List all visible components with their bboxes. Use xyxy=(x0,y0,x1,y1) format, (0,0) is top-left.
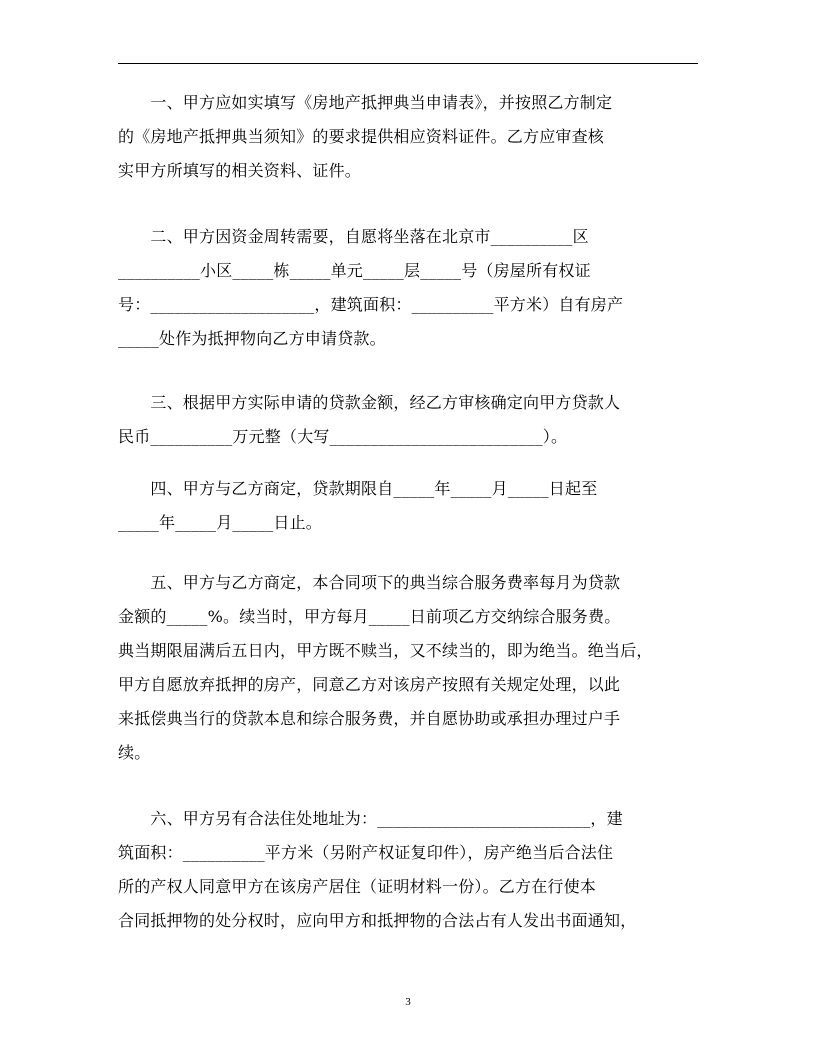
page-number: 3 xyxy=(405,996,411,1008)
paragraph-2 xyxy=(118,220,702,356)
text-line: 来抵偿典当行的贷款本息和综合服务费，并自愿协助或承担办理过户手 xyxy=(118,709,621,728)
text-line: _____处作为抵押物向乙方申请贷款。 xyxy=(118,329,386,348)
text-line: 三、根据甲方实际申请的贷款金额，经乙方审核确定向甲方贷款人 xyxy=(118,393,621,412)
text-line: 四、甲方与乙方商定，贷款期限自_____年_____月_____日起至 xyxy=(118,479,598,498)
text-line: 民币__________万元整（大写__________________________）。 xyxy=(118,427,568,446)
text-line: 实甲方所填写的相关资料、证件。 xyxy=(118,161,362,180)
text-line: 二、甲方因资金周转需要，自愿将坐落在北京市__________区 xyxy=(118,227,589,246)
text-line: 合同抵押物的处分权时，应向甲方和抵押物的合法占有人发出书面通知， xyxy=(118,911,637,930)
text-line: 金额的_____%。续当时，甲方每月_____日前项乙方交纳综合服务费。 xyxy=(118,607,621,626)
header-rule xyxy=(118,63,698,64)
text-line: 筑面积：__________平方米（另附产权证复印件），房产绝当后合法住 xyxy=(118,843,614,862)
text-line: __________小区_____栋_____单元_____层_____号（房屋所有权证 xyxy=(118,261,591,280)
text-line: _____年_____月_____日止。 xyxy=(118,513,323,532)
paragraph-6 xyxy=(118,802,702,938)
text-line: 典当期限届满后五日内，甲方既不赎当，又不续当的，即为绝当。绝当后， xyxy=(118,641,653,660)
paragraph-5 xyxy=(118,566,702,770)
text-line: 五、甲方与乙方商定，本合同项下的典当综合服务费率每月为贷款 xyxy=(118,573,621,592)
text-line: 六、甲方另有合法住处地址为：__________________________，建 xyxy=(118,809,623,828)
paragraph-1 xyxy=(118,86,702,188)
text-line: 甲方自愿放弃抵押的房产，同意乙方对该房产按照有关规定处理，以此 xyxy=(118,675,621,694)
text-line: 一、甲方应如实填写《房地产抵押典当申请表》，并按照乙方制定 xyxy=(118,93,613,112)
paragraph-3 xyxy=(118,386,702,454)
text-line: 的《房地产抵押典当须知》的要求提供相应资料证件。乙方应审查核 xyxy=(118,127,605,146)
text-line: 所的产权人同意甲方在该房产居住（证明材料一份）。乙方在行使本 xyxy=(118,877,597,896)
text-line: 续。 xyxy=(118,743,151,762)
text-line: 号：____________________，建筑面积：__________平方米）自有房产 xyxy=(118,295,624,314)
paragraph-4 xyxy=(118,472,702,540)
